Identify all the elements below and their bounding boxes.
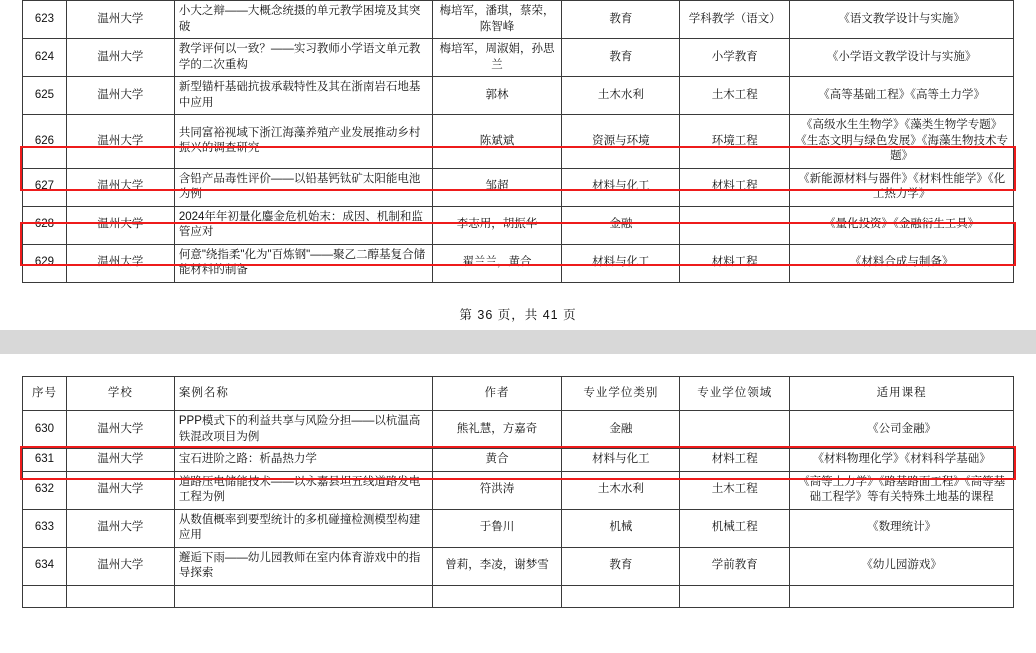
cell-field: 环境工程 bbox=[680, 115, 790, 169]
header-no: 序号 bbox=[23, 377, 67, 411]
cell-field: 材料工程 bbox=[680, 244, 790, 282]
cell-degree bbox=[562, 585, 680, 608]
cell-course: 《量化投资》《金融衍生工具》 bbox=[790, 206, 1014, 244]
cell-degree: 金融 bbox=[562, 411, 680, 449]
table-row bbox=[23, 168, 1014, 206]
cell-author: 梅培军，周淑娟，孙思兰 bbox=[432, 39, 562, 77]
cell-course bbox=[790, 585, 1014, 608]
cell-no: 625 bbox=[23, 77, 67, 115]
cell-author: 黄合 bbox=[432, 449, 562, 472]
cell-degree: 机械 bbox=[562, 509, 680, 547]
header-course: 适用课程 bbox=[790, 377, 1014, 411]
cell-no: 624 bbox=[23, 39, 67, 77]
cell-degree: 金融 bbox=[562, 206, 680, 244]
cell-school: 温州大学 bbox=[66, 449, 174, 472]
cell-author: 曾莉，李凌，谢梦雪 bbox=[432, 547, 562, 585]
cell-case: 小大之辩——大概念统摄的单元教学困境及其突破 bbox=[174, 1, 432, 39]
cell-case: 道路压电储能技术——以永嘉县坦五线道路发电工程为例 bbox=[174, 471, 432, 509]
cell-degree: 材料与化工 bbox=[562, 168, 680, 206]
cell-case: 教学评何以一致？——实习教师小学语文单元教学的二次重构 bbox=[174, 39, 432, 77]
header-field: 专业学位领域 bbox=[680, 377, 790, 411]
table-row bbox=[23, 1, 1014, 39]
cell-author bbox=[432, 585, 562, 608]
cell-author: 符洪涛 bbox=[432, 471, 562, 509]
page-separator bbox=[0, 330, 1036, 354]
cell-case bbox=[174, 585, 432, 608]
cell-school: 温州大学 bbox=[66, 411, 174, 449]
page-footer: 第 36 页，共 41 页 bbox=[459, 307, 577, 322]
cell-no: 631 bbox=[23, 449, 67, 472]
cell-case: 2024年年初量化鏖金危机始末：成因、机制和监管应对 bbox=[174, 206, 432, 244]
case-table-page36 bbox=[22, 0, 1014, 283]
cell-course: 《高等基础工程》《高等土力学》 bbox=[790, 77, 1014, 115]
cell-course: 《幼儿园游戏》 bbox=[790, 547, 1014, 585]
case-table-page37 bbox=[22, 376, 1014, 608]
cell-field bbox=[680, 206, 790, 244]
cell-degree: 教育 bbox=[562, 39, 680, 77]
page37-table-container bbox=[22, 354, 1014, 608]
cell-case: 共同富裕视域下浙江海藻养殖产业发展推动乡村振兴的调查研究 bbox=[174, 115, 432, 169]
table-row bbox=[23, 411, 1014, 449]
cell-field: 土木工程 bbox=[680, 77, 790, 115]
cell-case: 从数值概率到要型统计的多机碰撞检测模型构建应用 bbox=[174, 509, 432, 547]
cell-author: 翟兰兰，黄合 bbox=[432, 244, 562, 282]
cell-author: 陈斌斌 bbox=[432, 115, 562, 169]
cell-author: 邹超 bbox=[432, 168, 562, 206]
cell-field: 学科教学（语文） bbox=[680, 1, 790, 39]
cell-degree: 材料与化工 bbox=[562, 244, 680, 282]
table-row bbox=[23, 77, 1014, 115]
table-row bbox=[23, 244, 1014, 282]
cell-field: 材料工程 bbox=[680, 168, 790, 206]
cell-school: 温州大学 bbox=[66, 244, 174, 282]
cell-author: 李志用，胡振华 bbox=[432, 206, 562, 244]
cell-degree: 土木水利 bbox=[562, 471, 680, 509]
cell-author: 梅培军，潘琪，蔡荣，陈智峰 bbox=[432, 1, 562, 39]
cell-no: 628 bbox=[23, 206, 67, 244]
table-row bbox=[23, 449, 1014, 472]
cell-field: 机械工程 bbox=[680, 509, 790, 547]
cell-course: 《高级水生生物学》《藻类生物学专题》《生态文明与绿色发展》《海藻生物技术专题》 bbox=[790, 115, 1014, 169]
cell-school: 温州大学 bbox=[66, 115, 174, 169]
header-degree: 专业学位类别 bbox=[562, 377, 680, 411]
cell-case: 宝石进阶之路：析晶热力学 bbox=[174, 449, 432, 472]
table-row bbox=[23, 585, 1014, 608]
cell-no: 633 bbox=[23, 509, 67, 547]
cell-school: 温州大学 bbox=[66, 547, 174, 585]
table-row bbox=[23, 39, 1014, 77]
cell-degree: 教育 bbox=[562, 1, 680, 39]
cell-case: PPP模式下的利益共享与风险分担——以杭温高铁混改项目为例 bbox=[174, 411, 432, 449]
document-page-37 bbox=[0, 354, 1036, 653]
cell-course: 《小学语文教学设计与实施》 bbox=[790, 39, 1014, 77]
cell-case: 何意"绕指柔"化为"百炼钢"——聚乙二醇基复合储能材料的制备 bbox=[174, 244, 432, 282]
page36-table-container bbox=[22, 0, 1014, 323]
header-school: 学校 bbox=[66, 377, 174, 411]
cell-school bbox=[66, 585, 174, 608]
cell-course: 《语文教学设计与实施》 bbox=[790, 1, 1014, 39]
cell-field: 材料工程 bbox=[680, 449, 790, 472]
cell-field bbox=[680, 585, 790, 608]
cell-school: 温州大学 bbox=[66, 77, 174, 115]
cell-case: 邂逅下雨——幼儿园教师在室内体育游戏中的指导探索 bbox=[174, 547, 432, 585]
cell-course: 《高等土力学》《路基路面工程》《高等基础工程学》等有关特殊土地基的课程 bbox=[790, 471, 1014, 509]
cell-no: 627 bbox=[23, 168, 67, 206]
table-row bbox=[23, 509, 1014, 547]
cell-no: 629 bbox=[23, 244, 67, 282]
cell-course: 《公司金融》 bbox=[790, 411, 1014, 449]
cell-no bbox=[23, 585, 67, 608]
table-header-row bbox=[23, 377, 1014, 411]
cell-field: 学前教育 bbox=[680, 547, 790, 585]
table-row bbox=[23, 115, 1014, 169]
table-row bbox=[23, 206, 1014, 244]
table-row bbox=[23, 471, 1014, 509]
cell-no: 630 bbox=[23, 411, 67, 449]
cell-case: 含铅产品毒性评价——以铅基钙钛矿太阳能电池为例 bbox=[174, 168, 432, 206]
cell-course: 《材料物理化学》《材料科学基础》 bbox=[790, 449, 1014, 472]
cell-degree: 资源与环境 bbox=[562, 115, 680, 169]
cell-school: 温州大学 bbox=[66, 168, 174, 206]
cell-no: 623 bbox=[23, 1, 67, 39]
cell-school: 温州大学 bbox=[66, 509, 174, 547]
cell-school: 温州大学 bbox=[66, 471, 174, 509]
cell-course: 《数理统计》 bbox=[790, 509, 1014, 547]
cell-no: 632 bbox=[23, 471, 67, 509]
cell-case: 新型锚杆基础抗拔承载特性及其在浙南岩石地基中应用 bbox=[174, 77, 432, 115]
cell-author: 熊礼慧，方嘉奇 bbox=[432, 411, 562, 449]
cell-field bbox=[680, 411, 790, 449]
cell-degree: 材料与化工 bbox=[562, 449, 680, 472]
cell-school: 温州大学 bbox=[66, 206, 174, 244]
table-row bbox=[23, 547, 1014, 585]
cell-field: 小学教育 bbox=[680, 39, 790, 77]
cell-field: 土木工程 bbox=[680, 471, 790, 509]
cell-school: 温州大学 bbox=[66, 39, 174, 77]
cell-school: 温州大学 bbox=[66, 1, 174, 39]
cell-no: 634 bbox=[23, 547, 67, 585]
cell-course: 《新能源材料与器件》《材料性能学》《化工热力学》 bbox=[790, 168, 1014, 206]
cell-degree: 教育 bbox=[562, 547, 680, 585]
cell-course: 《材料合成与制备》 bbox=[790, 244, 1014, 282]
cell-author: 于鲁川 bbox=[432, 509, 562, 547]
header-case: 案例名称 bbox=[174, 377, 432, 411]
cell-author: 郭林 bbox=[432, 77, 562, 115]
cell-degree: 土木水利 bbox=[562, 77, 680, 115]
header-author: 作者 bbox=[432, 377, 562, 411]
cell-no: 626 bbox=[23, 115, 67, 169]
